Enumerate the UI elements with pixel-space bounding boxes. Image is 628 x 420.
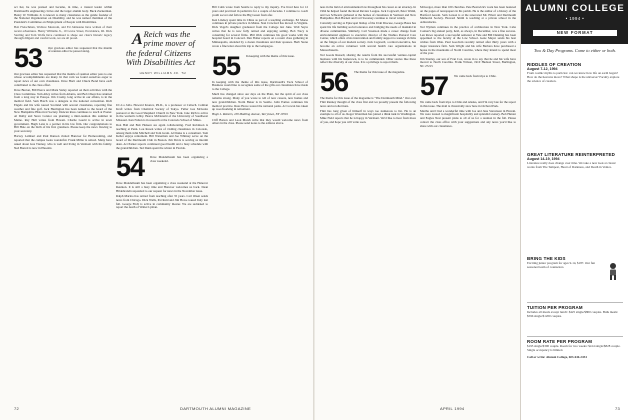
right-col1-paragraph-2: The theme for this issue of the magazine is "The Dartmouth Mind." Our own Flint Ranney thought of the class first and we proudly present the following news and recollections.: [320, 96, 416, 108]
class-year-57: 57: [420, 70, 449, 101]
class-year-56: 56: [320, 67, 349, 98]
pull-quote-initial: A: [132, 31, 143, 48]
tuition-rule: [527, 302, 623, 303]
ad-section-literature: [527, 152, 623, 170]
ad-title: ALUMNI COLLEGE: [525, 3, 625, 14]
right-col2-filler-2: Martha and I had a wonderful time with Joe and Jane Stevenson in Hawaii. We were treated to magnificent hospitality and splendid scenery. Bob Hunter and Eagles Nest present plans to all of us for a reunion in the fall. Please contact the class office with your suggestions and any news you'd like to share with our classmates.: [420, 108, 516, 128]
literature-date: August 14-19, 1994: [527, 157, 560, 161]
right-column-2: [420, 6, 516, 402]
riddles-date: August 7-12, 1994: [527, 67, 558, 71]
ad-section-room: [527, 334, 623, 360]
kids-illustration-icon: [605, 262, 621, 280]
left-page-number: 72: [14, 406, 20, 411]
left-col3-filler: Ken Lindsey spent time in China as part of a teaching exchange. Ed Morse continues in private practice in Maine. Stan Crawford has moved to Virginia. Dick Vogel's daughter graduated from the College last June. Walt Sayre writes that he is now fully retired and enjoying sailing. Bob Tracy is consulting for several firms. Phil Olds continues his good works with the hospital board in Concord. Dan Fisher reports on a recent class gathering in Minneapolis, attended by a dozen classmates and their spouses. Herb Stone wrote a fine letter about his trip to the Galapagos.: [212, 17, 308, 48]
left-footer-title: DARTMOUTH ALUMNI MAGAZINE: [180, 406, 251, 411]
right-col2-paragraph: McGregor, more than 100 churches. Pete Bostwick's work has been featured on the pages of newspapers in his parish. He is the author of a history of the Hartford Ascent. Sam Larson is at the renovated Mt. Elbert and Dartmouth Memorial Society. Howard Smith is teaching at a private school in the Adirondacks.: [420, 6, 516, 24]
class-56-lead: The theme for this issue of the magazine.: [354, 70, 406, 75]
right-col2-paragraph-2: Jim Stanley, our son of Fran Cox, wrote in to say that he and his wife have moved to North Carolina. Frank Wilson, 1910 Hudson Street, Burlington, NC 27215: [420, 56, 516, 69]
contact-info[interactable]: Call or write: Alumni College, 603-646-2454: [527, 354, 587, 359]
left-column-1: [14, 6, 112, 402]
page-gutter: [313, 0, 315, 420]
left-col3-paragraph: Bill Cohn wrote from Seattle to reply to my inquiry. I've lived here for 12 years and practiced in pediatrics for a couple of decades. I continue to coach youth soccer and follow the Big Green from afar.: [212, 6, 308, 17]
right-col2-paragraph-3: We came back from trips to Chile and Alaska, and I'm very late for the report in this issue. The mail is chronically slow here in Orchard Park.: [420, 99, 516, 108]
right-page-number: 73: [615, 406, 621, 411]
tuition-heading: TUITION PER PROGRAM: [527, 305, 583, 310]
room-heading: ROOM RATE PER PROGRAM: [527, 339, 593, 344]
left-column-3: [212, 6, 308, 402]
left-column-2: [116, 104, 208, 402]
class-57-lead: We came back from trips to Chile.: [454, 73, 497, 78]
alumni-college-ad: [520, 0, 628, 420]
right-col1-filler-3: Flint has long given of himself in ways too numerous to list. He is an example to all of us. Roger Waterman has joined a think tank in Washington. Mike Field reports that he is happy in Vermont. We'd like to hear from more of you, and hope you will write soon.: [320, 108, 416, 124]
left-col2-filler-2: Ralph Marino has retired from teaching after 35 years. Carl Olsen sends news from Chicago. Dick Wells, Pat Reid and Jim Howe toured Italy last fall. George Fitch is active in community theater. We are saddened to report the death of Walter Lyman.: [116, 194, 208, 210]
ad-intro: Two & Day Programs. Come to either or both.: [534, 48, 616, 53]
class-year-54: 54: [116, 152, 145, 183]
right-col1-filler-2: Ted Goode Russell, sharing the results from his successful venture-capital business with his hometown, is to be commended. Other stories like these reflect the diversity of our class. It is a privilege to report them.: [320, 52, 416, 65]
ad-year: • 1994 •: [565, 16, 585, 21]
kids-heading: BRING THE KIDS: [527, 256, 566, 261]
right-col1-paragraph: ness in the field of environmental law throughout his career as an attorney. In 1964 he helped found the Road Review League. Jack Cogswell, Peter Walsh, and Les Schwartz gathered at the homes of classmates in Vermont and New Hampshire. Bob Harnett and Carl Sweeney continue to travel widely.: [320, 6, 416, 21]
right-col1-filler: Currently serving as Episcopal bishop of the Utah Diocese, George Bates has spent his life building social tolerance and bridging the needs of mankind in diverse communities. Similarly, Carl Swenson made a career change from environmental engineer to executive director of the Nashua Pastoral Care Center, which offers crisis intervention and family support to teenage victims on the fringes of our modern society. Jack Cogswell, a retired executive, has become an active volunteer with several health care organizations in Massachusetts.: [320, 21, 416, 52]
left-col1-filler: Bob Fleischman, Wallace Mostrom, and Ed Johnstone have written of their recent adventures. Henry Williams Jr., 10 Grove Street, Providence, RI. Dick Sterling and Tom Wolfe have continued to shape our class's historic legacy through diligent and careful work, we are all proud.: [14, 25, 112, 41]
room-body: $195 single/$390 couple. Room for two weeks: $414 single/$828 couple. Single occupancy is limited.: [527, 344, 621, 352]
class-54-lead: Dave Mandelbaum has been organizing a class weekend.: [150, 155, 208, 164]
class-year-55: 55: [212, 50, 241, 81]
riddles-body: From cosmic myths to particles: can we know how life on earth began? How do the heavens move? What shape is the universe? Faculty explore the science of creation.: [527, 71, 620, 84]
left-col1-paragraph: act her, he was praised and became, in time, a trusted leader within Dartmouth's engineering circles and the larger alumni body. Buck Zuckerman. Henry W. Williams Jr. is known to many classmates as the gentle founder of the National Organization on Disability, and he was named chairman of the President's Committee on Employment of People with Disabilities.: [14, 6, 112, 24]
left-col2-paragraph: UC-La Jolla. Howard Kronov, Ph.D., is a professor at Caltech. Colman Kraft writes from Chemical Society of Tokyo. Fuller Gas McGuire pastored at the Good Shepherd Church in New York. Jane Rich is active in the women's lobby. Heave McDonald of the University of Southwest Missouri. Ken Fulton is in research at the Colorado School of Mines.: [116, 104, 208, 122]
ad-ribbon: NEW FORMAT: [533, 30, 617, 36]
left-col3-signature: Hugh L. Roberts, 109 Mattling Avenue, Tarrytown, NY 10591: [212, 112, 288, 117]
right-footer-date: APRIL 1994: [440, 406, 465, 411]
left-col3-filler-3: Cliff Barton and Leon Marsh write that they would welcome news from others in the class. Please send notes to the address above.: [212, 117, 308, 126]
right-col2-filler: Ted Wyman continues in the practice of architecture in New York. Cabe Conner's big annual party, held, as always, in December, was a fine success. Len Rowe reported a successful semester at Yale and Bill Dunning has been appointed to the faculty of the Law School. Gene Meyer sends his best wishes from Ohio. Paul Goodwin recently retired after thirty years with a major insurance firm. Sam Wright and his wife Barbara have purchased a house in the mountains of North Carolina, where they intend to spend most of the year.: [420, 25, 516, 56]
left-col3-filler-2: Much has changed since our days on the Plain, but the spirit of our class remains strong. Many of you wrote to tell of new careers, new homes and new grandchildren. Norm Baker is in Seattle. John Eames continues his medical practice. Russ Howe toured the national parks. Al Cowan has taken up woodworking in retirement.: [212, 92, 308, 112]
left-col1-filler-3: Harvey Lambert and Paul Danson visited Hanover for Homecoming, and reported that the campus looks wonderful. Frank Miller is retired. Many have asked about Gus Tierney, who is well and living in Vermont with his family. Ned Barrett is now in Phoenix.: [14, 134, 112, 150]
ad-banner: [521, 0, 628, 44]
pull-quote-attribution: HENRY WILLIAMS JR. '52: [139, 70, 187, 75]
left-col2-paragraph-2: Dave Mandelbaum has been organizing a class weekend at the Hanover Reunion. It is still a busy time and Hanover welcomes us back. Dean Hildebrandt responded to our request for news in the November issue.: [116, 181, 208, 193]
literature-heading: GREAT LITERATURE REINTERPRETED: [527, 152, 616, 157]
right-column-1: [320, 6, 416, 402]
left-col2-filler: Don Hall and Bob Hanson are again collaborating. Fred Robinson is teaching at Penn. Lou Rosen writes of visiting classmates in Colorado, among them John Mitchell and Tom Grant. Al Drake is a consultant. Tom Keller enjoys retirement. Bill Waterman and Joe Whitney serve on the board of the Dartmouth Club in Boston. Jim Davis is serving as interim dean. Art Parker reports continued good health and a busy schedule with the grandchildren. Ted Dunn spent the winter in Florida.: [116, 123, 208, 150]
left-col1-filler-2: Dave Burton, Bill Pierce and Mark Staley reported on their activities with the Class Committee. Tom Alley writes from Atlanta, and Bob Olson has returned from a long stay in Europe. Jim Crosby, long active in our affairs, is in the medical field. Sam Hatch was a delegate to the national convention. Rich Engels and his wife toured Scotland with several classmates, reporting fine weather and fine golf. Jack Harrington has been named to the board of the New Hampshire Historical Society. Duncan Ross continues to teach at Exeter. Al Dalby and Steve Connor are planning a mini-reunion this summer in Maine. Ray Hall writes from Hawaii. Charlie Gould is active in town government. Hugh Lenz is a partner in his law firm. Our congratulations to Bill Hale on the birth of his first grandson. Please keep the news flowing to your secretary.: [14, 87, 112, 134]
class-53-lead: Our gracious editor has requested that the mantle of reunion editor be passed along.: [48, 45, 112, 54]
pull-quote: [124, 26, 202, 79]
tuition-body: Includes all meals except lunch: $425 single/$800 couples. Bulk meals: $596 single/$1200 couples.: [527, 310, 619, 318]
kids-body: Exciting junior program for ages 9-14, $187. Our fun seasoned team of counselors.: [527, 261, 595, 269]
class-55-lead: In keeping with the theme of this issue.: [246, 53, 295, 58]
class-year-53: 53: [14, 42, 43, 73]
room-rule: [527, 336, 623, 337]
literature-body: Literature really does change over time. We take a new look at classic works from The Tempest, Heart of Darkness, and Death in Venice.: [527, 161, 616, 170]
left-col1-paragraph-2: Our gracious editor has requested that the mantle of reunion editor pass to one whose accomplishments are many. In that vein we found ourselves eager to report news of our own classmates. Dave Hartt and Chuck Bond have each contributed to the class effort.: [14, 71, 112, 87]
ad-section-riddles: [527, 62, 623, 84]
ad-section-tuition: [527, 300, 623, 319]
pull-quote-rule-bottom: [130, 78, 196, 79]
pull-quote-text: [124, 27, 202, 69]
pull-quote-body: Reich was the prime mover of the federal Citizens With Disabilities Act: [126, 30, 196, 68]
riddles-heading: RIDDLES OF CREATION: [527, 62, 582, 67]
left-col3-paragraph-2: In keeping with the theme of this issue, Dartmouth's Tuck School of Business would like to recognize some of the gifts our classmates have made to the College.: [212, 79, 308, 92]
